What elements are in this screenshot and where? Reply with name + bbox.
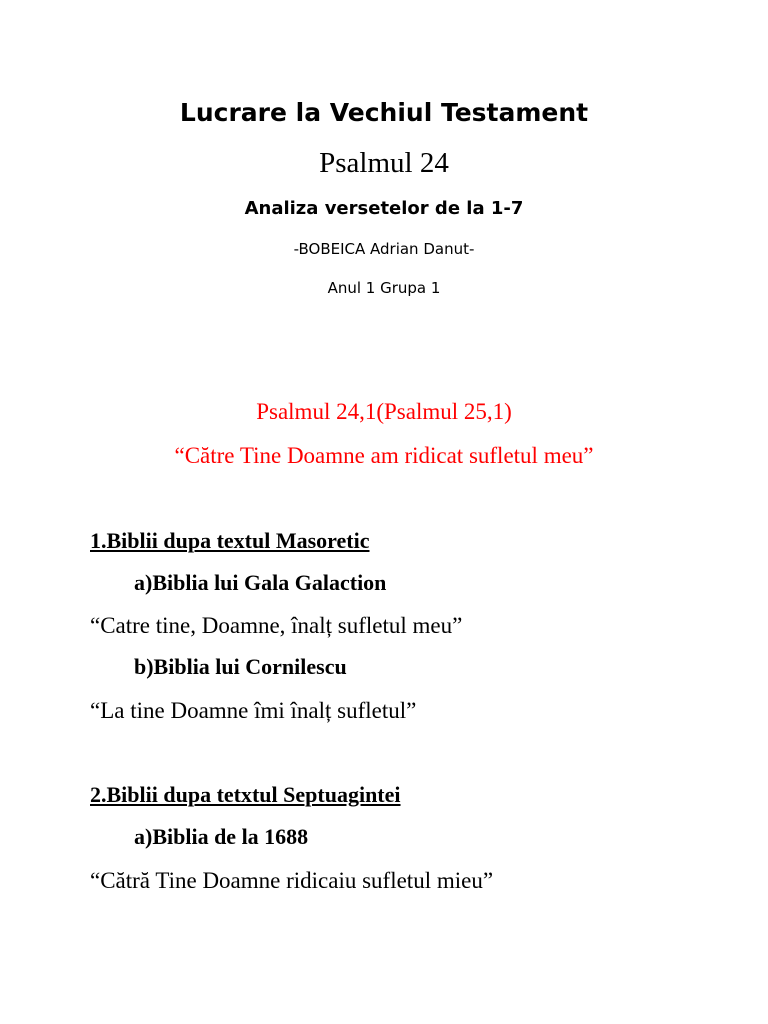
verse-reference: Psalmul 24,1(Psalmul 25,1) (256, 399, 512, 424)
entry-label-gala-galaction: a)Biblia lui Gala Galaction (134, 570, 387, 595)
author-name: -BOBEICA Adrian Danut- (293, 240, 475, 258)
entry-label-biblia-1688: a)Biblia de la 1688 (134, 824, 309, 849)
entry-quote-gala-galaction: “Catre tine, Doamne, înalț sufletul meu” (90, 613, 463, 638)
entry-quote-cornilescu: “La tine Doamne îmi înalț sufletul” (90, 698, 417, 723)
section-heading-masoretic: 1.Biblii dupa textul Masoretic (90, 528, 370, 553)
entry-label-cornilescu: b)Biblia lui Cornilescu (134, 654, 347, 679)
verse-quote: “Către Tine Doamne am ridicat sufletul meu” (174, 443, 594, 468)
document-title: Lucrare la Vechiul Testament (179, 98, 589, 127)
psalm-title: Psalmul 24 (319, 147, 449, 179)
entry-quote-biblia-1688: “Cătră Tine Doamne ridicaiu sufletul mieu” (90, 868, 494, 893)
year-group: Anul 1 Grupa 1 (327, 279, 441, 297)
analysis-subtitle: Analiza versetelor de la 1-7 (244, 198, 524, 219)
section-heading-septuagint: 2.Biblii dupa tetxtul Septuagintei (90, 782, 401, 807)
